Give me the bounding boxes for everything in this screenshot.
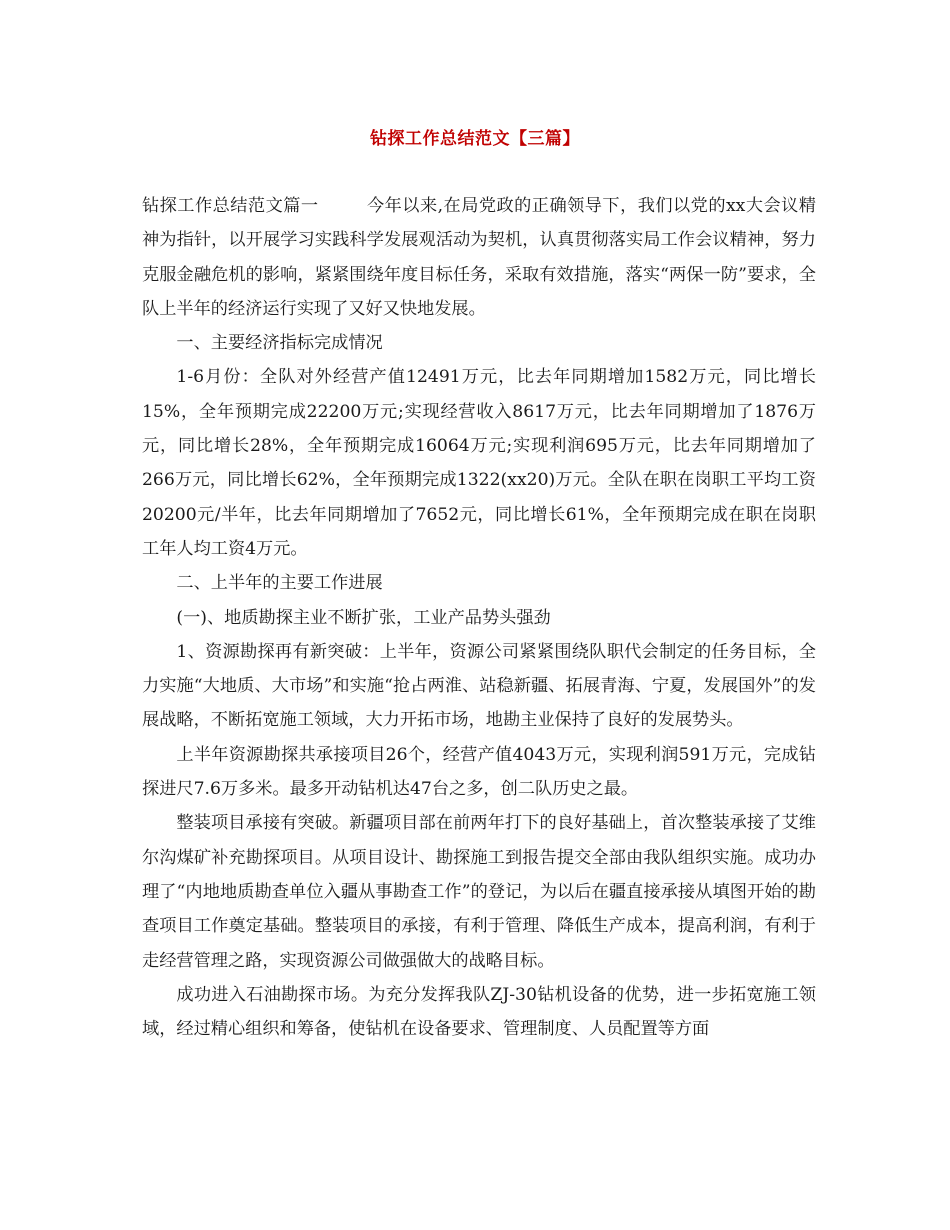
paragraph: 整装项目承接有突破。新疆项目部在前两年打下的良好基础上，首次整装承接了艾维尔沟煤矿补充勘探项目。从项目设计、勘探施工到报告提交全部由我队组织实施。成功办理了“内地地质勘查单位入疆从事勘查工作”的登记，为以后在疆直接承接从填图开始的勘查项目工作奠定基础。整装项目的承接，有利于管理、降低生产成本，提高利润，有利于走经营管理之路，实现资源公司做强做大的战略目标。 bbox=[142, 813, 816, 971]
section-heading: 二、上半年的主要工作进展 bbox=[176, 573, 383, 594]
paragraph: 1-6月份：全队对外经营产值12491万元，比去年同期增加1582万元，同比增长15%，全年预期完成22200万元;实现经营收入8617万元，比去年同期增加了1876万元，同比增长28%，全年预期完成16064万元;实现利润695万元，比去年同期增加了266万元，同比增长62%，全年预期完成1322(xx20)万元。全队在职在岗职工平均工资20200元/半年，比去年同期增加了7652元，同比增长61%，全年预期完成在职在岗职工年人均工资4万元。 bbox=[142, 367, 816, 559]
subsection-heading: (一)、地质勘探主业不断扩张，工业产品势头强劲 bbox=[176, 607, 551, 628]
document-body bbox=[142, 189, 816, 1046]
paragraph: 上半年资源勘探共承接项目26个，经营产值4043万元，实现利润591万元，完成钻探进尺7.6万多米。最多开动钻机达47台之多，创二队历史之最。 bbox=[142, 744, 816, 800]
section-heading: 一、主要经济指标完成情况 bbox=[176, 333, 383, 354]
document-title: 钻探工作总结范文【三篇】 bbox=[370, 129, 580, 149]
paragraph: 1、资源勘探再有新突破：上半年，资源公司紧紧围绕队职代会制定的任务目标，全力实施“大地质、大市场”和实施“抢占两淮、站稳新疆、拓展青海、宁夏，发展国外”的发展战略，不断拓宽施工领域，大力开拓市场，地勘主业保持了良好的发展势头。 bbox=[142, 641, 816, 731]
paragraph bbox=[142, 189, 816, 326]
paragraph: 成功进入石油勘探市场。为充分发挥我队ZJ-30钻机设备的优势，进一步拓宽施工领域，经过精心组织和筹备，使钻机在设备要求、管理制度、人员配置等方面 bbox=[142, 984, 816, 1040]
section-lead: 钻探工作总结范文篇一 bbox=[142, 196, 319, 216]
paragraph-text: 今年以来,在局党政的正确领导下，我们以党的xx大会议精神为指针，以开展学习实践科学发展观活动为契机，认真贯彻落实局工作会议精神，努力克服金融危机的影响，紧紧围绕年度目标任务，采取有效措施，落实“两保一防”要求，全队上半年的经济运行实现了又好又快地发展。 bbox=[142, 196, 816, 319]
